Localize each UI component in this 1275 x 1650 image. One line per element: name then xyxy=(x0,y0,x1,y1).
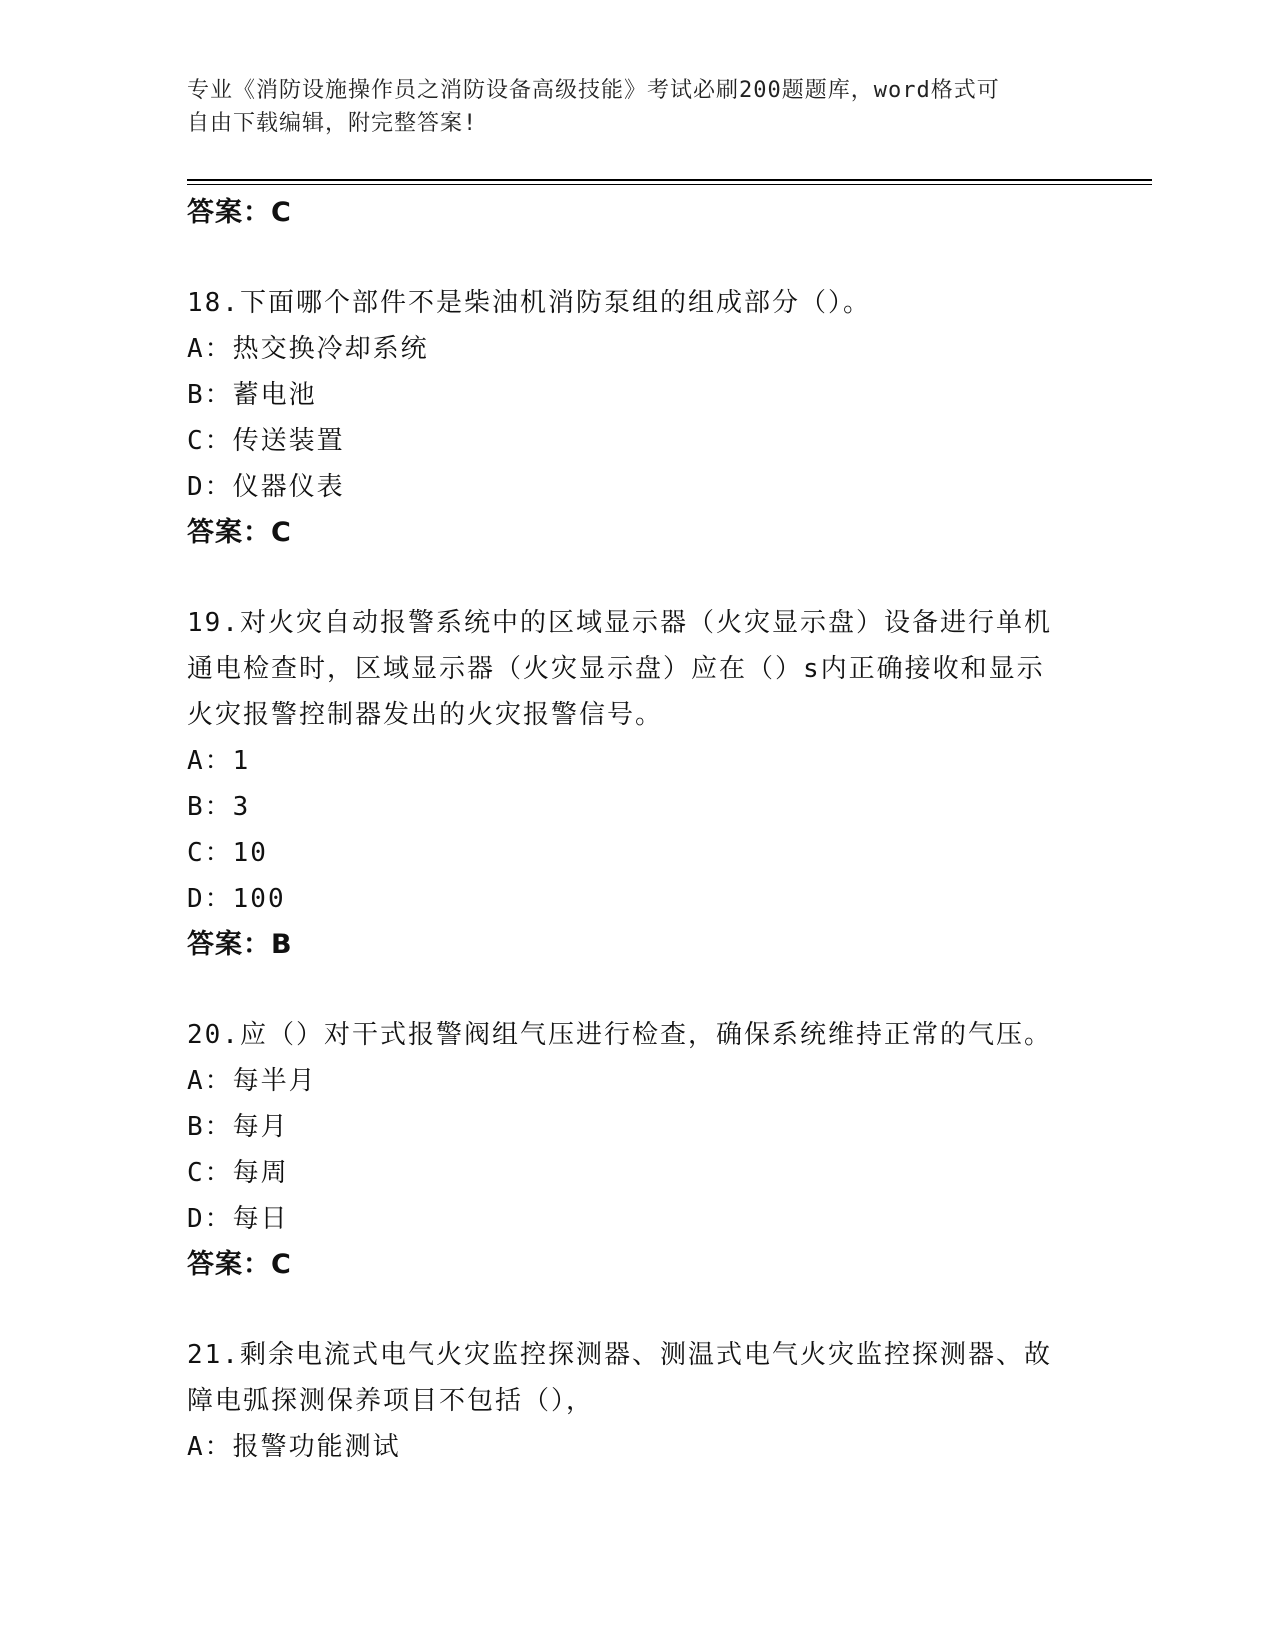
question-block xyxy=(187,280,1087,556)
question-text: 21.剩余电流式电气火灾监控探测器、测温式电气火灾监控探测器、故 xyxy=(187,1340,1052,1370)
question-text: 18.下面哪个部件不是柴油机消防泵组的组成部分（）。 xyxy=(187,288,871,318)
question-list xyxy=(187,190,1087,1470)
answer-line: 答案：B xyxy=(187,929,293,960)
question-text: 火灾报警控制器发出的火灾报警信号。 xyxy=(187,700,664,730)
option-c: C：每周 xyxy=(187,1158,289,1188)
option-c: C：传送装置 xyxy=(187,426,345,456)
question-text: 通电检查时，区域显示器（火灾显示盘）应在（）s内正确接收和显示 xyxy=(187,654,1045,684)
option-b: B：3 xyxy=(187,792,251,822)
option-b: B：蓄电池 xyxy=(187,380,317,410)
question-block xyxy=(187,600,1087,968)
question-text: 20.应（）对干式报警阀组气压进行检查，确保系统维持正常的气压。 xyxy=(187,1020,1052,1050)
question-text: 19.对火灾自动报警系统中的区域显示器（火灾显示盘）设备进行单机 xyxy=(187,608,1052,638)
header-line-2: 自由下载编辑，附完整答案! xyxy=(187,111,478,136)
option-c: C：10 xyxy=(187,838,268,868)
header-line-1: 专业《消防设施操作员之消防设备高级技能》考试必刷200题题库，word格式可 xyxy=(187,78,1000,103)
option-d: D：每日 xyxy=(187,1204,289,1234)
answer-line: 答案：C xyxy=(187,197,292,228)
header-divider-thin xyxy=(187,184,1152,185)
header-divider-thick xyxy=(187,179,1152,181)
option-a: A：热交换冷却系统 xyxy=(187,334,429,364)
option-d: D：仪器仪表 xyxy=(187,472,345,502)
option-a: A：报警功能测试 xyxy=(187,1432,401,1462)
question-text: 障电弧探测保养项目不包括（）， xyxy=(187,1386,595,1416)
option-a: A：每半月 xyxy=(187,1066,317,1096)
answer-line: 答案：C xyxy=(187,517,292,548)
option-b: B：每月 xyxy=(187,1112,289,1142)
question-block xyxy=(187,1012,1087,1288)
document-header xyxy=(187,74,1087,140)
option-a: A：1 xyxy=(187,746,251,776)
option-d: D：100 xyxy=(187,884,286,914)
question-block xyxy=(187,1332,1087,1470)
answer-line: 答案：C xyxy=(187,1249,292,1280)
